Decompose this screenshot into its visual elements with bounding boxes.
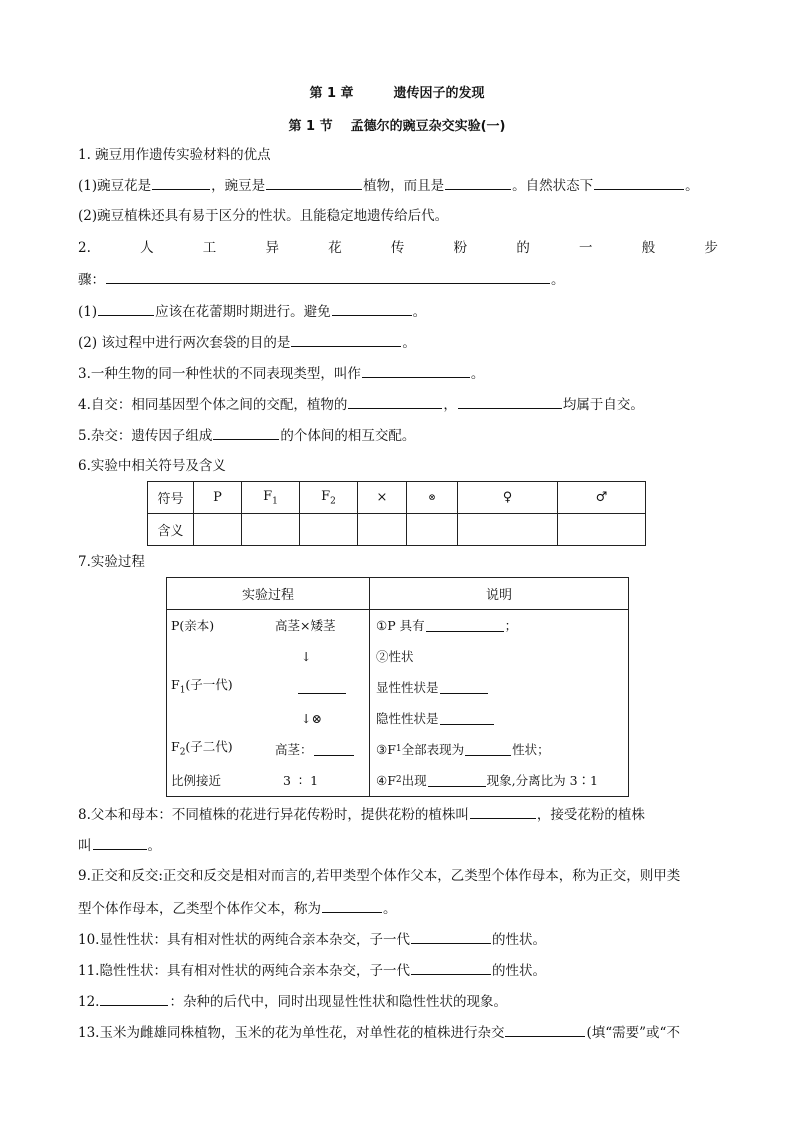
q2-line2: 骤： 。 [78, 272, 565, 288]
q9-line1: 9.正交和反交:正交和反交是相对而言的,若甲类型个体作父本，乙类型个体作母本，称为正交，则甲类 [78, 868, 681, 884]
symbol-cell: $F_1$ [242, 482, 300, 514]
answer-blank[interactable] [411, 962, 491, 975]
meaning-cell[interactable] [458, 514, 558, 546]
f2-tall: 高茎： [275, 742, 313, 757]
chapter-name: 遗传因子的发现 [393, 86, 485, 101]
answer-blank[interactable] [362, 365, 470, 378]
meaning-cell[interactable] [407, 514, 458, 546]
answer-blank[interactable] [470, 806, 536, 819]
ratio-value: 3 ∶ 1 [283, 773, 319, 788]
answer-blank[interactable] [445, 177, 511, 190]
q7-title: 7.实验过程 [78, 554, 145, 570]
arrow-selfing: ↓⊗ [301, 711, 322, 726]
parent-cross: 高茎×矮茎 [275, 618, 336, 633]
answer-blank[interactable] [98, 303, 154, 316]
experiment-table [166, 577, 629, 797]
answer-blank[interactable] [594, 177, 684, 190]
q4: 4.自交：相同基因型个体之间的交配，植物的 ， 均属于自交。 [78, 397, 644, 413]
process-cell [167, 610, 370, 797]
answer-blank[interactable] [291, 334, 401, 347]
section-number: 第 1 节 [288, 119, 333, 134]
answer-blank[interactable] [332, 303, 412, 316]
section-name: 孟德尔的豌豆杂交实验(一) [350, 119, 506, 134]
answer-blank[interactable] [428, 774, 486, 787]
col-header-process: 实验过程 [167, 578, 370, 610]
q6-title: 6.实验中相关符号及含义 [78, 458, 226, 474]
meaning-cell[interactable] [300, 514, 358, 546]
chapter-number: 第 1 章 [309, 86, 354, 101]
answer-blank[interactable] [458, 396, 562, 409]
answer-blank[interactable] [298, 681, 346, 694]
answer-blank[interactable] [348, 396, 442, 409]
row-label: 含义 [148, 514, 194, 546]
q9-line2: 型个体作母本，乙类型个体作父本，称为 。 [78, 901, 397, 917]
answer-blank[interactable] [426, 619, 504, 632]
answer-blank[interactable] [266, 177, 362, 190]
section-title [0, 115, 794, 134]
meaning-cell[interactable] [558, 514, 646, 546]
q2-line1: 2. 人 工 异 花 传 粉 的 一 般 步 [78, 240, 718, 256]
q2-step2: (2) 该过程中进行两次套袋的目的是 。 [78, 335, 416, 351]
answer-blank[interactable] [100, 993, 168, 1006]
q11: 11.隐性性状：具有相对性状的两纯合亲本杂交，子一代 的性状。 [78, 963, 546, 979]
answer-blank[interactable] [411, 931, 491, 944]
row-label: 符号 [148, 482, 194, 514]
q3: 3.一种生物的同一种性状的不同表现类型，叫作 。 [78, 366, 485, 382]
answer-blank[interactable] [106, 271, 550, 284]
meaning-cell[interactable] [194, 514, 242, 546]
chapter-title [0, 82, 794, 101]
q5: 5.杂交：遗传因子组成 的个体间的相互交配。 [78, 428, 416, 444]
meaning-row [148, 514, 646, 546]
symbol-cell: ♂ [558, 482, 646, 514]
q12: 12. ：杂种的后代中，同时出现显性性状和隐性性状的现象。 [78, 994, 507, 1010]
symbol-cell: P [194, 482, 242, 514]
answer-blank[interactable] [440, 712, 494, 725]
meaning-cell[interactable] [358, 514, 407, 546]
answer-blank[interactable] [213, 427, 279, 440]
answer-blank[interactable] [505, 1024, 585, 1037]
q8-line1: 8.父本和母本：不同植株的花进行异花传粉时，提供花粉的植株叫 ，接受花粉的植株 [78, 807, 645, 823]
symbol-cell: × [358, 482, 407, 514]
notes-cell: ①P 具有 ； ②性状 显性性状是 隐性性状是 ③F 1 全部表现为 性状； ④F 2 出现 现象,分离比为 3∶1 [370, 610, 629, 797]
meaning-cell[interactable] [242, 514, 300, 546]
symbol-cell: ♀ [458, 482, 558, 514]
q10: 10.显性性状：具有相对性状的两纯合亲本杂交，子一代 的性状。 [78, 932, 546, 948]
answer-blank[interactable] [440, 681, 488, 694]
symbol-cell: $F_2$ [300, 482, 358, 514]
answer-blank[interactable] [465, 743, 511, 756]
experiment-body-row [167, 610, 629, 797]
q8-line2: 叫 。 [78, 838, 161, 854]
arrow-down: ↓ [301, 649, 312, 664]
q1-line2: (2)豌豆植株还具有易于区分的性状。且能稳定地遗传给后代。 [78, 208, 449, 224]
q1-line1: (1)豌豆花是 ，豌豆是 植物，而且是 。自然状态下 。 [78, 178, 699, 194]
experiment-header-row [167, 578, 629, 610]
ratio-label: 比例接近 [171, 773, 222, 788]
answer-blank[interactable] [314, 743, 354, 756]
answer-blank[interactable] [93, 837, 147, 850]
f2-label: $F_2$(子二代) [171, 738, 233, 758]
symbols-row [148, 482, 646, 514]
symbols-table [147, 481, 646, 546]
q1-title: 1. 豌豆用作遗传实验材料的优点 [78, 147, 271, 163]
answer-blank[interactable] [152, 177, 210, 190]
answer-blank[interactable] [322, 900, 382, 913]
f1-label: $F_1$(子一代) [171, 676, 233, 696]
col-header-notes: 说明 [370, 578, 629, 610]
parent-label: P(亲本) [171, 618, 215, 633]
symbol-cell: ⊗ [407, 482, 458, 514]
q13: 13.玉米为雌雄同株植物，玉米的花为单性花，对单性花的植株进行杂交 (填“需要”或“不 [78, 1025, 680, 1041]
q2-step1: (1) 应该在花蕾期时期进行。避免 。 [78, 304, 427, 320]
